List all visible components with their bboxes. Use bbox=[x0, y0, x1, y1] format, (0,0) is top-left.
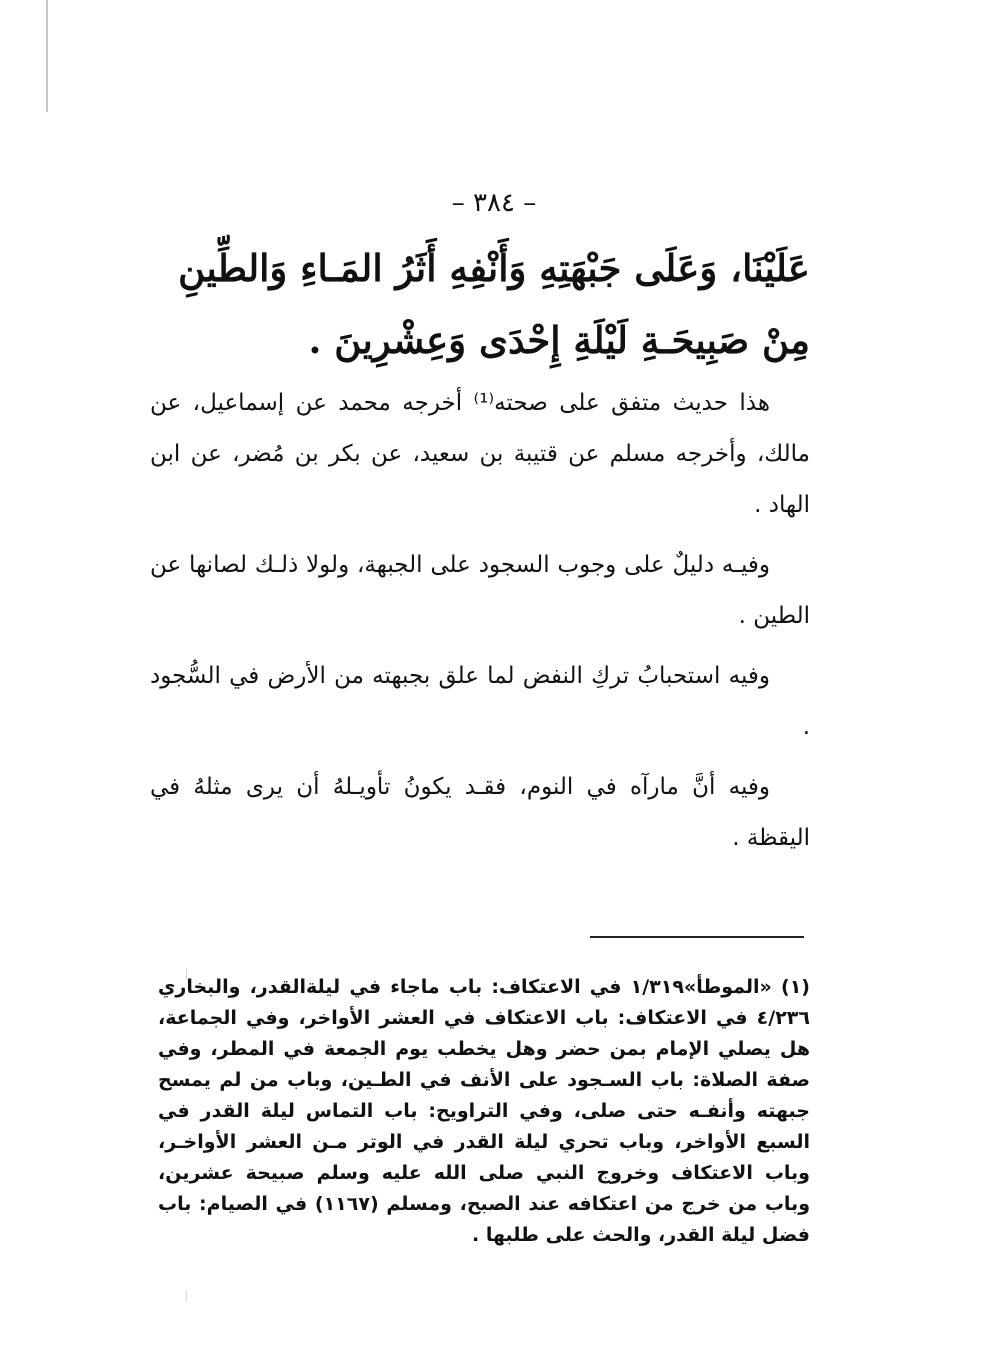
paragraph: وفيـه دليلٌ على وجوب السجود على الجبهة، ولولا ذلـك لصانها عن الطين . bbox=[150, 552, 810, 629]
commentary-body bbox=[150, 378, 810, 873]
scan-edge-mark bbox=[46, 0, 48, 112]
scan-artifact bbox=[186, 1290, 187, 1302]
page-number: – ٣٨٤ – bbox=[451, 188, 537, 218]
paragraph: وفيه أنَّ مارآه في النوم، فقـد يكونُ تأويـلهُ أن يرى مثلهُ في اليقظة . bbox=[150, 774, 810, 851]
hadith-text: عَلَيْنَا، وَعَلَى جَبْهَتِهِ وَأَنْفِهِ أَثَرُ المَـاءِ وَالطِّينِ مِنْ صَبِيحَـةِ لَيْلَةِ إِحْدَى وَعِشْرِينَ . bbox=[178, 246, 810, 362]
footnote-divider bbox=[590, 936, 804, 938]
footnote: (١) «الموطأ»١/٣١٩ في الاعتكاف: باب ماجاء في ليلةالقدر، والبخاري ٤/٢٣٦ في الاعتكاف: باب الاعتكاف في العشر الأواخر، وفي الجماعة، هل يصلي الإمام بمن حضر وهل يخطب يوم الجمعة في المطر، وفي صفة الصلاة: باب السـجود على الأنف في الطـين، وباب من لم يمسح جبهته وأنفـه حتى صلى، وفي التراويح: باب التماس ليلة القدر في السبع الأواخر، وباب تحري ليلة القدر في الوتر مـن العشر الأواخـر، وباب الاعتكاف وخروج النبي صلى الله عليه وسلم صبيحة عشرين، وباب من خرج من اعتكافه عند الصبح، ومسلم (١١٦٧) في الصيام: باب فضل ليلة القدر، والحث على طلبها . bbox=[158, 976, 810, 1246]
paragraph: وفيه استحبابُ تركِ النفض لما علق بجبهته من الأرض في السُّجود . bbox=[150, 663, 810, 740]
paragraph: هذا حديث متفق على صحته⁽¹⁾ أخرجه محمد عن إسماعيل، عن مالك، وأخرجه مسلم عن قتيبة بن سعيد، عن بكر بن مُضر، عن ابن الهاد . bbox=[150, 390, 810, 518]
